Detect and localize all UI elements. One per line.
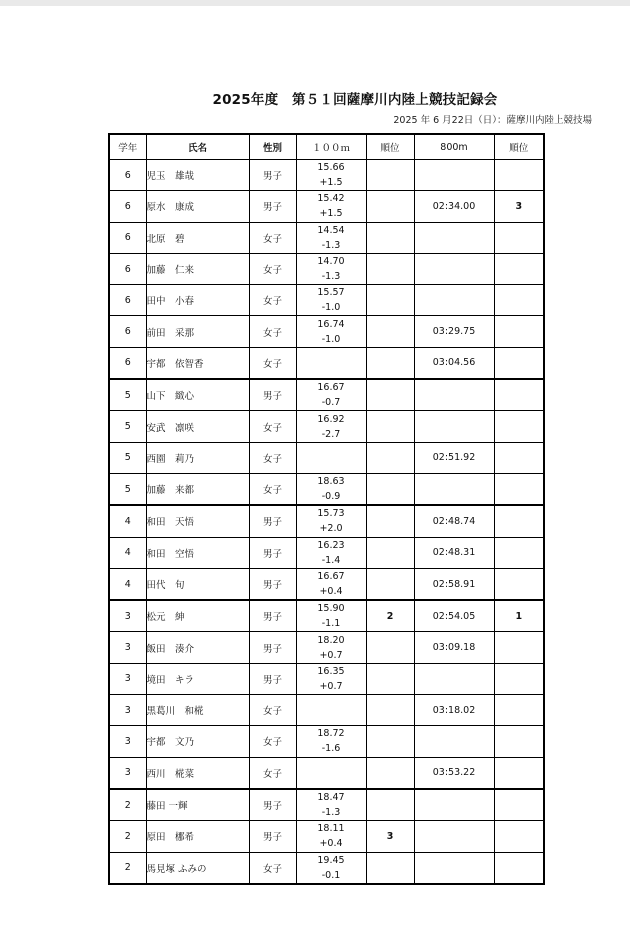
- header-100m: １００ｍ: [296, 134, 366, 160]
- grade-cell: 6: [109, 191, 146, 222]
- rank-800m-cell: [494, 757, 544, 789]
- rank-800m-cell: [494, 442, 544, 473]
- rank-800m-cell: [494, 505, 544, 537]
- time-800m-cell: 02:48.74: [414, 505, 494, 537]
- time-800m-cell: [414, 285, 494, 316]
- time-100m-cell: [296, 852, 366, 884]
- document-title: 2025年度 第５１回薩摩川内陸上競技記録会: [212, 92, 498, 108]
- rank-100m-cell: [366, 789, 414, 821]
- time-800m-cell: 03:29.75: [414, 316, 494, 347]
- rank-100m-cell: [366, 568, 414, 600]
- grade-cell: 5: [109, 379, 146, 411]
- time-100m: 18.11: [317, 823, 345, 835]
- time-100m-cell: [296, 347, 366, 379]
- gender-cell: 男子: [249, 568, 296, 600]
- rank-100m-cell: [366, 442, 414, 473]
- time-100m: 15.42: [317, 193, 345, 205]
- table-row: [109, 285, 544, 316]
- grade-cell: 6: [109, 253, 146, 284]
- time-800m-cell: 02:48.31: [414, 537, 494, 568]
- table-row: [109, 505, 544, 537]
- grade-cell: 3: [109, 663, 146, 694]
- time-100m-cell: [296, 316, 366, 347]
- event-date-venue: 2025 年 6 月22日（日）：薩摩川内陸上競技場: [393, 115, 592, 126]
- rank-100m-cell: [366, 379, 414, 411]
- rank-100m-cell: [366, 253, 414, 284]
- grade-cell: 5: [109, 411, 146, 442]
- table-body: [109, 160, 544, 884]
- wind-reading: -1.3: [321, 807, 341, 819]
- wind-reading: +1.5: [319, 208, 343, 220]
- grade-cell: 6: [109, 222, 146, 253]
- athlete-name-cell: 西川 椛菜: [146, 757, 249, 789]
- time-100m-cell: [296, 537, 366, 568]
- rank-100m-cell: [366, 285, 414, 316]
- wind-reading: -1.0: [321, 302, 341, 314]
- rank-100m-cell: [366, 757, 414, 789]
- grade-cell: 6: [109, 285, 146, 316]
- grade-cell: 3: [109, 632, 146, 663]
- wind-reading: +0.7: [319, 649, 343, 661]
- time-100m-cell: [296, 160, 366, 191]
- athlete-name-cell: 境田 キラ: [146, 663, 249, 694]
- time-800m-cell: [414, 473, 494, 505]
- time-100m: 19.45: [317, 854, 345, 866]
- table-row: [109, 568, 544, 600]
- table-row: [109, 695, 544, 726]
- table-row: [109, 726, 544, 757]
- gender-cell: 女子: [249, 316, 296, 347]
- time-100m-cell: [296, 789, 366, 821]
- time-800m-cell: [414, 222, 494, 253]
- wind-reading: -1.3: [321, 271, 341, 283]
- wind-reading: -2.7: [321, 428, 341, 440]
- rank-100m-cell: [366, 473, 414, 505]
- time-100m-cell: [296, 695, 366, 726]
- rank-100m-cell: [366, 191, 414, 222]
- table-header-row: [109, 134, 544, 160]
- gender-cell: 女子: [249, 726, 296, 757]
- athlete-name-cell: 前田 采那: [146, 316, 249, 347]
- time-100m: 16.74: [317, 318, 345, 330]
- rank-800m-cell: [494, 411, 544, 442]
- athlete-name-cell: 田中 小春: [146, 285, 249, 316]
- table-row: [109, 537, 544, 568]
- wind-reading: -1.1: [321, 618, 341, 630]
- gender-cell: 男子: [249, 663, 296, 694]
- rank-100m-cell: [366, 160, 414, 191]
- rank-800m-cell: [494, 253, 544, 284]
- time-800m-cell: 03:18.02: [414, 695, 494, 726]
- time-100m: 18.20: [317, 634, 345, 646]
- time-800m-cell: [414, 663, 494, 694]
- athlete-name-cell: 安武 凛咲: [146, 411, 249, 442]
- rank-800m-cell: [494, 663, 544, 694]
- rank-800m-cell: [494, 316, 544, 347]
- athlete-name-cell: 松元 紳: [146, 600, 249, 632]
- rank-100m-cell: [366, 726, 414, 757]
- time-800m-cell: 03:53.22: [414, 757, 494, 789]
- header-gender: 性別: [249, 134, 296, 160]
- time-100m: 15.66: [317, 162, 345, 174]
- wind-reading: -0.7: [321, 397, 341, 409]
- gender-cell: 女子: [249, 695, 296, 726]
- rank-800m-cell: 3: [494, 191, 544, 222]
- table-row: [109, 789, 544, 821]
- rank-800m-cell: 1: [494, 600, 544, 632]
- top-edge-bar: [0, 0, 630, 6]
- rank-100m-cell: [366, 537, 414, 568]
- time-100m: 16.67: [317, 382, 345, 394]
- athlete-name-cell: 加藤 来都: [146, 473, 249, 505]
- time-100m: 16.67: [317, 571, 345, 582]
- time-800m-cell: [414, 160, 494, 191]
- athlete-name-cell: 原田 梛希: [146, 821, 249, 852]
- table-row: [109, 253, 544, 284]
- time-100m: 14.70: [317, 256, 345, 268]
- time-100m-cell: [296, 726, 366, 757]
- grade-cell: 3: [109, 695, 146, 726]
- athlete-name-cell: 西園 莉乃: [146, 442, 249, 473]
- rank-100m-cell: 2: [366, 600, 414, 632]
- gender-cell: 男子: [249, 191, 296, 222]
- time-100m-cell: [296, 473, 366, 505]
- time-800m-cell: [414, 789, 494, 821]
- time-100m-cell: [296, 821, 366, 852]
- time-100m-cell: [296, 222, 366, 253]
- rank-800m-cell: [494, 821, 544, 852]
- grade-cell: 4: [109, 568, 146, 600]
- rank-800m-cell: [494, 568, 544, 600]
- athlete-name-cell: 山下 緻心: [146, 379, 249, 411]
- grade-cell: 3: [109, 726, 146, 757]
- table-row: [109, 757, 544, 789]
- time-100m-cell: [296, 285, 366, 316]
- gender-cell: 女子: [249, 411, 296, 442]
- header-rank-800m: 順位: [494, 134, 544, 160]
- rank-800m-cell: [494, 726, 544, 757]
- grade-cell: 4: [109, 505, 146, 537]
- table-row: [109, 379, 544, 411]
- table-row: [109, 663, 544, 694]
- rank-100m-cell: [366, 632, 414, 663]
- time-800m-cell: 02:54.05: [414, 600, 494, 632]
- grade-cell: 5: [109, 473, 146, 505]
- rank-800m-cell: [494, 285, 544, 316]
- time-100m-cell: [296, 191, 366, 222]
- time-800m-cell: [414, 411, 494, 442]
- athlete-name-cell: 藤田 一輝: [146, 789, 249, 821]
- time-800m-cell: 03:04.56: [414, 347, 494, 379]
- time-100m: 16.35: [317, 665, 345, 677]
- grade-cell: 3: [109, 600, 146, 632]
- wind-reading: +1.5: [319, 177, 343, 189]
- time-100m: 18.63: [317, 476, 345, 488]
- athlete-name-cell: 児玉 雄哉: [146, 160, 249, 191]
- rank-100m-cell: [366, 347, 414, 379]
- gender-cell: 女子: [249, 222, 296, 253]
- table-row: [109, 473, 544, 505]
- grade-cell: 5: [109, 442, 146, 473]
- gender-cell: 男子: [249, 600, 296, 632]
- time-100m-cell: [296, 411, 366, 442]
- table-row: [109, 160, 544, 191]
- athlete-name-cell: 宇都 文乃: [146, 726, 249, 757]
- rank-100m-cell: [366, 695, 414, 726]
- athlete-name-cell: 和田 天悟: [146, 505, 249, 537]
- table-row: [109, 316, 544, 347]
- athlete-name-cell: 馬見塚 ふみの: [146, 852, 249, 884]
- wind-reading: -1.3: [321, 239, 341, 251]
- header-rank-100m: 順位: [366, 134, 414, 160]
- time-800m-cell: [414, 253, 494, 284]
- time-100m-cell: [296, 600, 366, 632]
- rank-800m-cell: [494, 473, 544, 505]
- rank-800m-cell: [494, 537, 544, 568]
- athlete-name-cell: 和田 空悟: [146, 537, 249, 568]
- gender-cell: 男子: [249, 821, 296, 852]
- rank-800m-cell: [494, 222, 544, 253]
- time-100m-cell: [296, 663, 366, 694]
- gender-cell: 男子: [249, 632, 296, 663]
- gender-cell: 女子: [249, 473, 296, 505]
- rank-100m-cell: 3: [366, 821, 414, 852]
- gender-cell: 男子: [249, 160, 296, 191]
- gender-cell: 女子: [249, 757, 296, 789]
- grade-cell: 6: [109, 316, 146, 347]
- athlete-name-cell: 飯田 湊介: [146, 632, 249, 663]
- gender-cell: 女子: [249, 852, 296, 884]
- wind-reading: +0.4: [319, 838, 343, 850]
- athlete-name-cell: 原水 康成: [146, 191, 249, 222]
- wind-reading: +2.0: [319, 523, 343, 535]
- wind-reading: -0.9: [321, 491, 341, 503]
- grade-cell: 6: [109, 347, 146, 379]
- grade-cell: 2: [109, 789, 146, 821]
- rank-800m-cell: [494, 160, 544, 191]
- gender-cell: 女子: [249, 347, 296, 379]
- athlete-name-cell: 宇都 依智香: [146, 347, 249, 379]
- wind-reading: -1.4: [321, 554, 341, 566]
- gender-cell: 女子: [249, 253, 296, 284]
- athlete-name-cell: 北原 碧: [146, 222, 249, 253]
- table-row: [109, 600, 544, 632]
- results-table: [108, 133, 545, 885]
- athlete-name-cell: 田代 旬: [146, 568, 249, 600]
- rank-100m-cell: [366, 852, 414, 884]
- time-100m: 15.73: [317, 508, 345, 520]
- grade-cell: 2: [109, 821, 146, 852]
- time-100m: 14.54: [317, 224, 345, 236]
- time-100m-cell: [296, 632, 366, 663]
- gender-cell: 男子: [249, 379, 296, 411]
- time-100m-cell: [296, 253, 366, 284]
- wind-reading: -1.0: [321, 333, 341, 345]
- time-800m-cell: 02:51.92: [414, 442, 494, 473]
- time-100m-cell: [296, 442, 366, 473]
- athlete-name-cell: 加藤 仁来: [146, 253, 249, 284]
- rank-100m-cell: [366, 222, 414, 253]
- table-row: [109, 852, 544, 884]
- gender-cell: 男子: [249, 537, 296, 568]
- rank-800m-cell: [494, 632, 544, 663]
- athlete-name-cell: 黒葛川 和椛: [146, 695, 249, 726]
- time-100m: 15.57: [317, 287, 345, 299]
- table-row: [109, 411, 544, 442]
- table-row: [109, 222, 544, 253]
- time-800m-cell: 02:34.00: [414, 191, 494, 222]
- table-row: [109, 191, 544, 222]
- wind-reading: -0.1: [321, 869, 341, 881]
- gender-cell: 女子: [249, 285, 296, 316]
- time-800m-cell: [414, 726, 494, 757]
- rank-100m-cell: [366, 505, 414, 537]
- gender-cell: 男子: [249, 505, 296, 537]
- rank-800m-cell: [494, 789, 544, 821]
- rank-100m-cell: [366, 411, 414, 442]
- rank-100m-cell: [366, 663, 414, 694]
- table-row: [109, 632, 544, 663]
- table-row: [109, 821, 544, 852]
- gender-cell: 女子: [249, 442, 296, 473]
- time-100m: 16.23: [317, 539, 345, 551]
- time-100m-cell: [296, 379, 366, 411]
- wind-reading: +0.7: [319, 680, 343, 692]
- time-800m-cell: [414, 379, 494, 411]
- time-100m: 18.72: [317, 728, 345, 740]
- time-800m-cell: 03:09.18: [414, 632, 494, 663]
- grade-cell: 2: [109, 852, 146, 884]
- time-100m-cell: [296, 505, 366, 537]
- time-100m: 18.47: [317, 792, 345, 804]
- rank-800m-cell: [494, 379, 544, 411]
- time-100m-cell: [296, 757, 366, 789]
- table-row: [109, 442, 544, 473]
- rank-800m-cell: [494, 695, 544, 726]
- gender-cell: 男子: [249, 789, 296, 821]
- header-name: 氏名: [146, 134, 249, 160]
- time-800m-cell: 02:58.91: [414, 568, 494, 600]
- rank-800m-cell: [494, 852, 544, 884]
- rank-100m-cell: [366, 316, 414, 347]
- time-100m-cell: [296, 568, 366, 600]
- rank-800m-cell: [494, 347, 544, 379]
- grade-cell: 4: [109, 537, 146, 568]
- time-100m: 16.92: [317, 413, 345, 425]
- wind-reading: -1.6: [321, 743, 341, 755]
- time-800m-cell: [414, 821, 494, 852]
- time-100m: 15.90: [317, 603, 345, 615]
- header-800m: 800m: [414, 134, 494, 160]
- header-grade: 学年: [109, 134, 146, 160]
- table-row: [109, 347, 544, 379]
- grade-cell: 3: [109, 757, 146, 789]
- wind-reading: +0.4: [319, 586, 343, 597]
- time-800m-cell: [414, 852, 494, 884]
- grade-cell: 6: [109, 160, 146, 191]
